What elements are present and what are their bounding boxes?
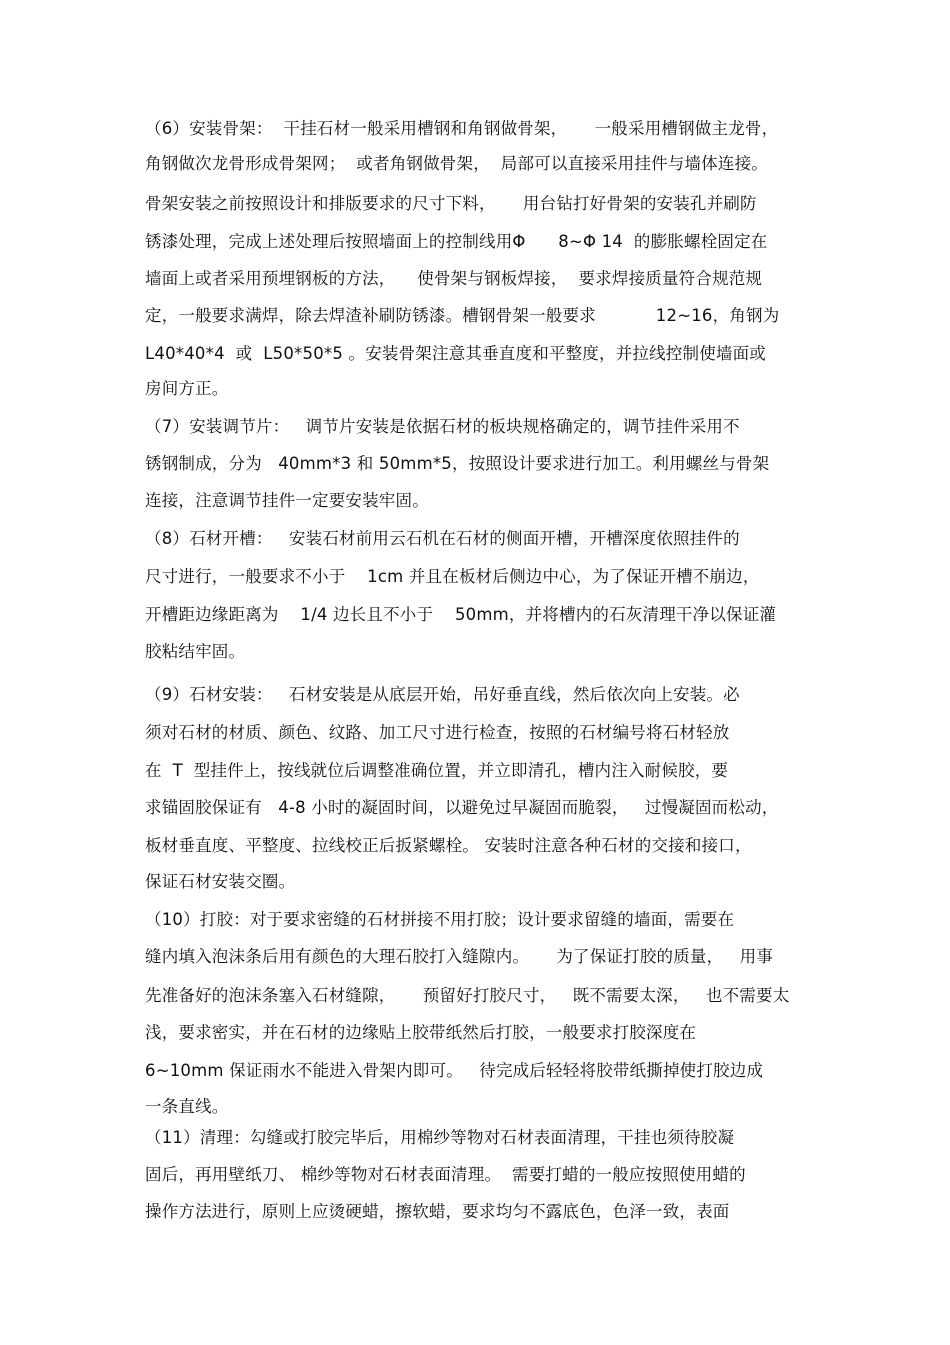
text-line: （11）清理：勾缝或打胶完毕后，用棉纱等物对石材表面清理，干挂也须待胶凝 [145, 1128, 735, 1147]
text-line: 6~10mm 保证雨水不能进入骨架内即可。 待完成后轻轻将胶带纸撕掉使打胶边成 [145, 1061, 764, 1080]
text-line: 锈钢制成，分为 40mm*3 和 50mm*5，按照设计要求进行加工。利用螺丝与骨架 [145, 454, 770, 473]
text-line: 定，一般要求满焊，除去焊渣补刷防锈漆。槽钢骨架一般要求 12~16，角钢为 [145, 306, 780, 325]
text-line: （8）石材开槽： 安装石材前用云石机在石材的侧面开槽，开槽深度依照挂件的 [145, 529, 740, 548]
text-line: 须对石材的材质、颜色、纹路、加工尺寸进行检查，按照的石材编号将石材轻放 [145, 723, 730, 742]
text-line: 在 T 型挂件上，按线就位后调整准确位置，并立即清孔，槽内注入耐候胶，要 [145, 761, 729, 780]
text-line: 开槽距边缘距离为 1/4 边长且不小于 50mm，并将槽内的石灰清理干净以保证灌 [145, 605, 777, 624]
text-line: 房间方正。 [145, 379, 229, 398]
text-line: （6）安装骨架： 干挂石材一般采用槽钢和角钢做骨架， 一般采用槽钢做主龙骨， [145, 119, 779, 138]
text-line: 操作方法进行，原则上应烫硬蜡，擦软蜡，要求均匀不露底色，色泽一致，表面 [145, 1202, 730, 1221]
text-line: 缝内填入泡沫条后用有颜色的大理石胶打入缝隙内。 为了保证打胶的质量， 用事 [145, 947, 774, 966]
text-line: 骨架安装之前按照设计和排版要求的尺寸下料， 用台钻打好骨架的安装孔并刷防 [145, 194, 757, 213]
text-line: 板材垂直度、平整度、拉线校正后扳紧螺栓。 安装时注意各种石材的交接和接口， [145, 836, 752, 855]
text-line: 先准备好的泡沫条塞入石材缝隙， 预留好打胶尺寸， 既不需要太深， 也不需要太 [145, 986, 790, 1005]
text-line: 胶粘结牢固。 [145, 642, 246, 661]
text-line: 连接，注意调节挂件一定要安装牢固。 [145, 491, 429, 510]
text-line: 锈漆处理，完成上述处理后按照墙面上的控制线用Φ 8~Φ 14 的膨胀螺栓固定在 [145, 232, 768, 251]
text-line: 保证石材安装交圈。 [145, 872, 296, 891]
text-line: 求锚固胶保证有 4-8 小时的凝固时间，以避免过早凝固而脆裂， 过慢凝固而松动， [145, 798, 779, 817]
text-line: 尺寸进行，一般要求不小于 1cm 并且在板材后侧边中心，为了保证开槽不崩边， [145, 567, 760, 586]
text-line: （9）石材安装： 石材安装是从底层开始，吊好垂直线，然后依次向上安装。必 [145, 685, 740, 704]
text-line: （10）打胶：对于要求密缝的石材拼接不用打胶；设计要求留缝的墙面，需要在 [145, 910, 735, 929]
text-line: 浅，要求密实，并在石材的边缘贴上胶带纸然后打胶，一般要求打胶深度在 [145, 1023, 697, 1042]
text-line: 角钢做次龙骨形成骨架网； 或者角钢做骨架， 局部可以直接采用挂件与墙体连接。 [145, 154, 768, 173]
text-line: （7）安装调节片： 调节片安装是依据石材的板块规格确定的，调节挂件采用不 [145, 417, 740, 436]
text-line: L40*40*4 或 L50*50*5 。安装骨架注意其垂直度和平整度，并拉线控制使墙面或 [145, 344, 766, 363]
text-line: 一条直线。 [145, 1097, 229, 1116]
text-line: 固后，再用壁纸刀、 棉纱等物对石材表面清理。 需要打蜡的一般应按照使用蜡的 [145, 1165, 746, 1184]
text-line: 墙面上或者采用预埋钢板的方法， 使骨架与钢板焊接， 要求焊接质量符合规范规 [145, 269, 763, 288]
